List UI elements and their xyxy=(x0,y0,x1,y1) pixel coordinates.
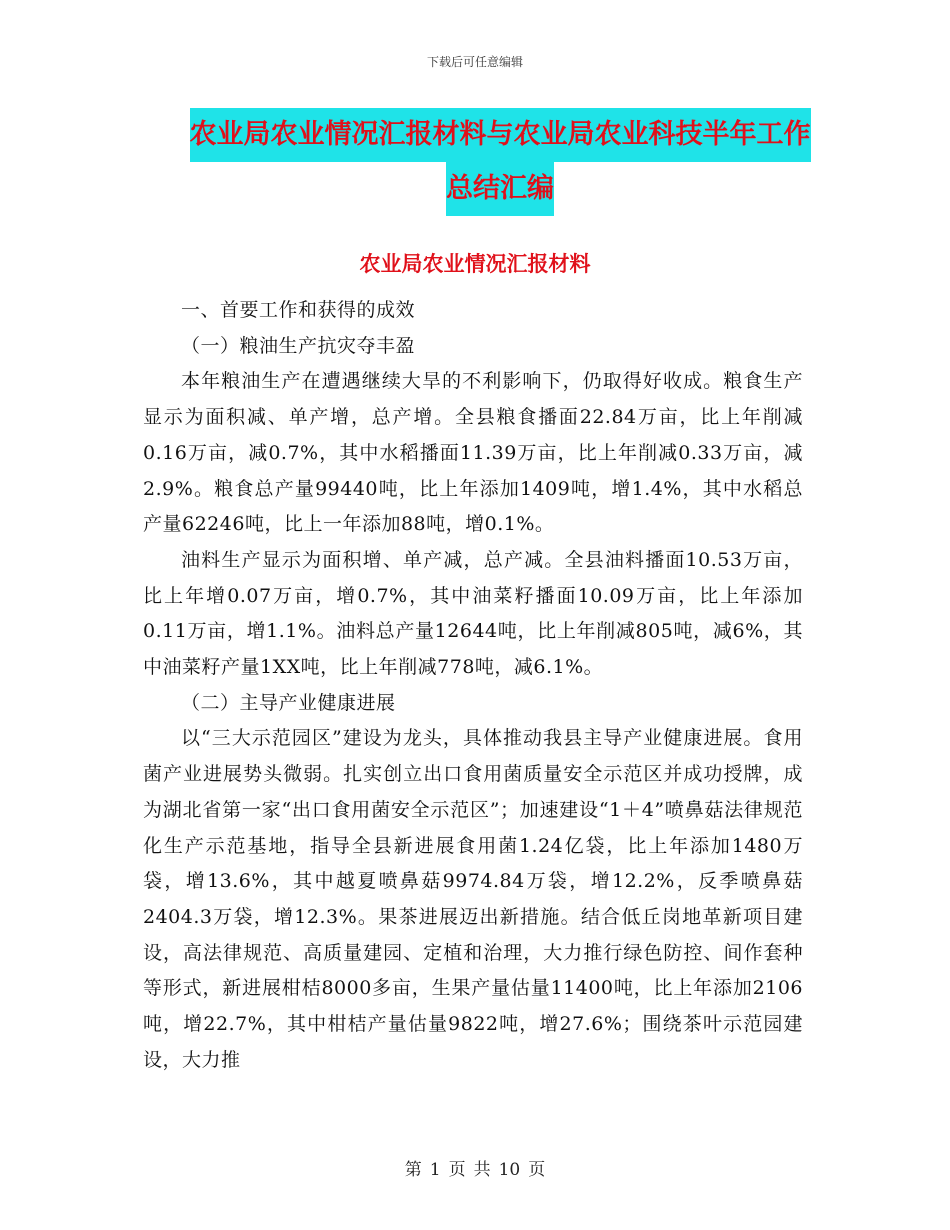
paragraph-grain-production: 本年粮油生产在遭遇继续大旱的不利影响下，仍取得好收成。粮食生产显示为面积减、单产增，总产增。全县粮食播面22.84万亩，比上年削减0.16万亩，减0.7%，其中水稻播面11.39万亩，比上年削减0.33万亩，减2.9%。粮食总产量99440吨，比上年添加1409吨，增1.4%，其中水稻总产量62246吨，比上一年添加88吨，增0.1%。 xyxy=(143,370,803,536)
page-footer-prefix: 第 xyxy=(404,1160,422,1180)
document-title-line-2: 总结汇编 xyxy=(446,162,554,216)
page-footer-unit: 页 xyxy=(448,1160,466,1180)
page-number: 1 xyxy=(429,1160,441,1180)
page-footer-total-prefix: 共 xyxy=(473,1160,491,1180)
page-total: 10 xyxy=(498,1160,521,1180)
header-note: 下载后可任意编辑 xyxy=(426,55,523,69)
subheading-leading-industry: （二）主导产业健康进展 xyxy=(181,691,396,714)
page-footer xyxy=(0,1155,950,1180)
heading-achievements: 一、首要工作和获得的成效 xyxy=(181,299,416,321)
paragraph-leading-industry: 以“三大示范园区”建设为龙头，具体推动我县主导产业健康进展。食用菌产业进展势头微弱。扎实创立出口食用菌质量安全示范区并成功授牌，成为湖北省第一家“出口食用菌安全示范区”；加速建设“1＋4”喷鼻菇法律规范化生产示范基地，指导全县新进展食用菌1.24亿袋，比上年添加1480万袋，增13.6%，其中越夏喷鼻菇9974.84万袋，增12.2%，反季喷鼻菇2404.3万袋，增12.3%。果茶进展迈出新措施。结合低丘岗地革新项目建设，高法律规范、高质量建园、定植和治理，大力推行绿色防控、间作套种等形式，新进展柑桔8000多亩，生果产量估量11400吨，比上年添加2106吨，增22.7%，其中柑桔产量估量9822吨，增27.6%；围绕茶叶示范园建设，大力推 xyxy=(143,727,803,1071)
document-title-line-1: 农业局农业情况汇报材料与农业局农业科技半年工作 xyxy=(190,108,811,162)
page-footer-total-unit: 页 xyxy=(528,1160,546,1180)
subheading-grain-oil: （一）粮油生产抗灾夺丰盈 xyxy=(181,334,416,357)
section-title: 农业局农业情况汇报材料 xyxy=(359,252,591,276)
document-title xyxy=(150,108,850,216)
paragraph-oil-production: 油料生产显示为面积增、单产减，总产减。全县油料播面10.53万亩，比上年增0.07万亩，增0.7%，其中油菜籽播面10.09万亩，比上年添加0.11万亩，增1.1%。油料总产量12644吨，比上年削减805吨，减6%，其中油菜籽产量1XX吨，比上年削减778吨，减6.1%。 xyxy=(143,548,803,679)
document-body xyxy=(143,293,803,1078)
